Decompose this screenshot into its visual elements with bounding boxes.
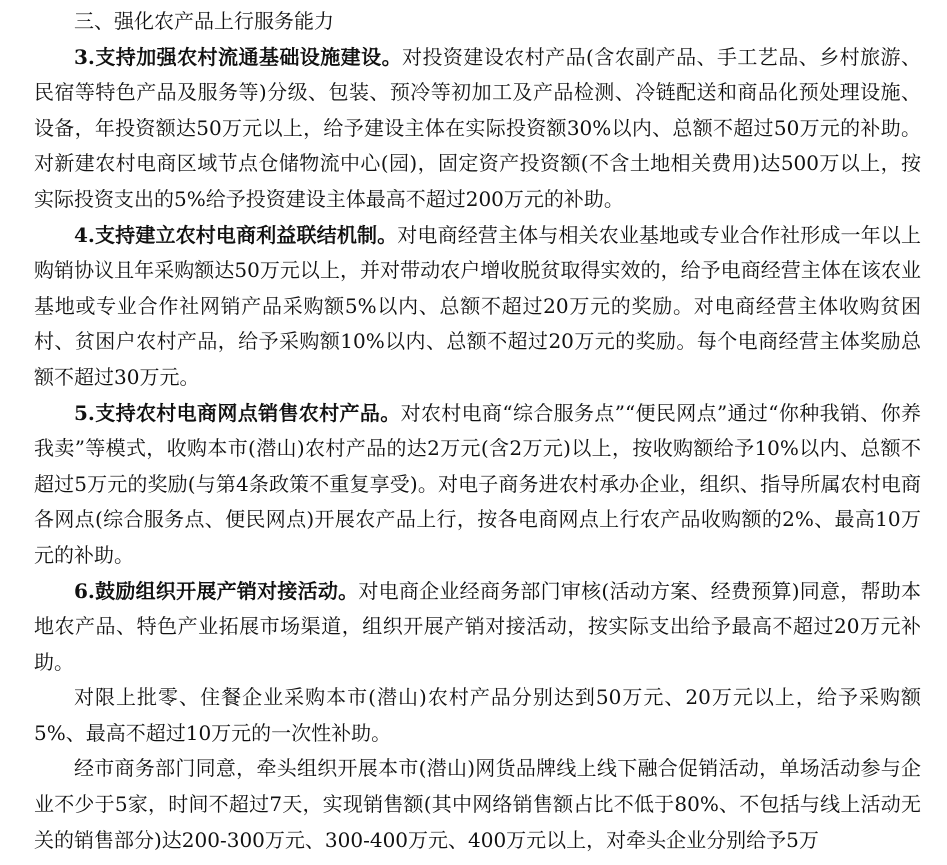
policy-item-3-lead: 3.支持加强农村流通基础设施建设。 — [74, 44, 403, 69]
policy-item-5-body: 对农村电商“综合服务点”“便民网点”通过“你种我销、你养我卖”等模式，收购本市(潜山)农村产品的达2万元(含2万元)以上，按收购额给予10%以内、总额不超过5万元的奖励(与第4条政策不重复享受)。对电子商务进农村承办企业，组织、指导所属农村电商各网点(综合服务点、便民网点)开展农产品上行，按各电商网点上行农产品收购额的2%、最高10万元的补助。 — [34, 400, 921, 567]
policy-item-4 — [34, 218, 921, 396]
section-heading: 三、强化农产品上行服务能力 — [74, 9, 334, 33]
policy-item-6 — [34, 574, 921, 681]
policy-item-6-lead: 6.鼓励组织开展产销对接活动。 — [74, 578, 359, 603]
policy-item-5 — [34, 396, 921, 574]
policy-item-4-body: 对电商经营主体与相关农业基地或专业合作社形成一年以上购销协议且年采购额达50万元以上，并对带动农户增收脱贫取得实效的，给予电商经营主体在该农业基地或专业合作社网销产品采购额5%以内、总额不超过20万元的奖励。对电商经营主体收购贫困村、贫困户农村产品，给予采购额10%以内、总额不超过20万元的奖励。每个电商经营主体奖励总额不超过30万元。 — [34, 222, 921, 389]
policy-item-5-lead: 5.支持农村电商网点销售农村产品。 — [74, 400, 401, 425]
paragraph-promotion-subsidy: 经市商务部门同意，牵头组织开展本市(潜山)网货品牌线上线下融合促销活动，单场活动参与企业不少于5家，时间不超过7天，实现销售额(其中网络销售额占比不低于80%、不包括与线上活动无关的销售部分)达200-300万元、300-400万元、400万元以上，对牵头企业分别给予5万 — [34, 756, 921, 852]
policy-item-6-body: 对电商企业经商务部门审核(活动方案、经费预算)同意，帮助本地农产品、特色产业拓展市场渠道，组织开展产销对接活动，按实际支出给予最高不超过20万元补助。 — [34, 578, 921, 674]
policy-item-4-lead: 4.支持建立农村电商利益联结机制。 — [74, 222, 398, 247]
policy-item-3-body: 对投资建设农村产品(含农副产品、手工艺品、乡村旅游、民宿等特色产品及服务等)分级、包装、预冷等初加工及产品检测、冷链配送和商品化预处理设施、设备，年投资额达50万元以上，给予建设主体在实际投资额30%以内、总额不超过50万元的补助。对新建农村电商区域节点仓储物流中心(园)，固定资产投资额(不含土地相关费用)达500万以上，按实际投资支出的5%给予投资建设主体最高不超过200万元的补助。 — [34, 44, 921, 211]
paragraph-retail-subsidy: 对限上批零、住餐企业采购本市(潜山)农村产品分别达到50万元、20万元以上，给予采购额5%、最高不超过10万元的一次性补助。 — [34, 685, 921, 745]
policy-item-3 — [34, 40, 921, 218]
